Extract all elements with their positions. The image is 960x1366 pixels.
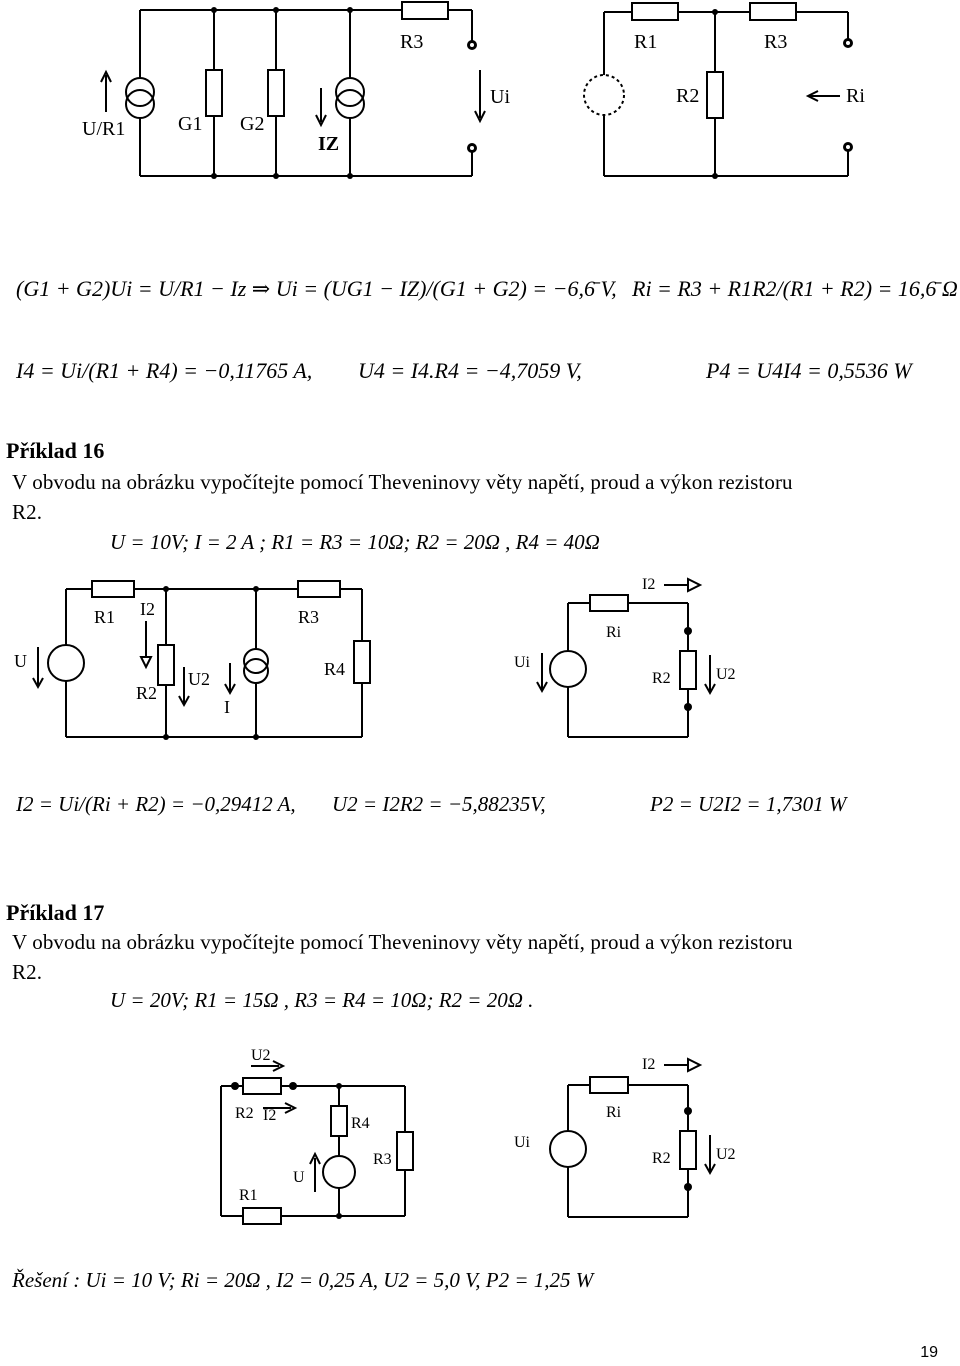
label-r3: R3 bbox=[298, 607, 320, 627]
equation-ui-ri: (G1 + G2)Ui = U/R1 − Iz ⇒ Ui = (UG1 − IZ)/(G1 + G2) = −6,6̄ V, bbox=[16, 276, 617, 301]
label-r2: R2 bbox=[652, 670, 671, 687]
label-u2: U2 bbox=[716, 666, 736, 683]
circuit-top-left bbox=[70, 0, 530, 190]
label-ri: Ri bbox=[846, 85, 865, 107]
example16-result-power: P2 = U2I2 = 1,7301 W bbox=[650, 792, 847, 816]
label-r2: R2 bbox=[652, 1150, 671, 1167]
equation-i4: I4 = Ui/(R1 + R4) = −0,11765 A, bbox=[16, 358, 313, 383]
label-r3: R3 bbox=[373, 1151, 392, 1168]
example17-circuit bbox=[205, 1040, 425, 1230]
example16-task-line1: V obvodu na obrázku vypočítejte pomocí Theveninovy věty napětí, proud a výkon rezistoru bbox=[12, 470, 793, 494]
label-ui: Ui bbox=[490, 86, 510, 108]
label-r4: R4 bbox=[351, 1115, 370, 1132]
example17-task-line1: V obvodu na obrázku vypočítejte pomocí Theveninovy věty napětí, proud a výkon rezistoru bbox=[12, 930, 793, 954]
label-source-current: U/R1 bbox=[82, 118, 126, 140]
label-u2: U2 bbox=[251, 1047, 271, 1064]
example16-circuit bbox=[10, 575, 390, 755]
label-i2: I2 bbox=[642, 576, 656, 593]
label-r2: R2 bbox=[136, 683, 158, 703]
example17-solution: Řešení : Ui = 10 V; Ri = 20Ω , I2 = 0,25 A, U2 = 5,0 V, P2 = 1,25 W bbox=[12, 1268, 594, 1292]
example17-task-line2: R2. bbox=[12, 960, 43, 984]
label-g2: G2 bbox=[240, 113, 265, 135]
label-u2: U2 bbox=[188, 669, 210, 689]
label-i: I bbox=[224, 697, 230, 717]
label-ui: Ui bbox=[514, 654, 530, 671]
equation-u4: U4 = I4.R4 = −4,7059 V, bbox=[358, 358, 582, 383]
equation-p4: P4 = U4I4 = 0,5536 W bbox=[706, 358, 912, 383]
label-g1: G1 bbox=[178, 113, 203, 135]
label-r4: R4 bbox=[324, 659, 346, 679]
equation-ri: Ri = R3 + R1R2/(R1 + R2) = 16,6̄ Ω bbox=[632, 276, 958, 301]
label-r3: R3 bbox=[400, 31, 424, 53]
label-u: U bbox=[293, 1169, 305, 1186]
label-u2: U2 bbox=[716, 1146, 736, 1163]
example16-given: U = 10V; I = 2 A ; R1 = R3 = 10Ω; R2 = 20Ω , R4 = 40Ω bbox=[110, 530, 600, 554]
label-r1: R1 bbox=[94, 607, 116, 627]
label-i2: I2 bbox=[140, 599, 155, 619]
example16-task-line2: R2. bbox=[12, 500, 43, 524]
label-u: U bbox=[14, 651, 27, 671]
example17-heading: Příklad 17 bbox=[6, 900, 105, 925]
label-r2: R2 bbox=[235, 1105, 254, 1122]
example17-given: U = 20V; R1 = 15Ω , R3 = R4 = 10Ω; R2 = 20Ω . bbox=[110, 988, 534, 1012]
page-number: 19 bbox=[920, 1344, 938, 1361]
example16-result-current: I2 = Ui/(Ri + R2) = −0,29412 A, bbox=[16, 792, 296, 816]
circuit-top-right bbox=[570, 0, 870, 190]
example16-result-voltage: U2 = I2R2 = −5,88235V, bbox=[332, 792, 546, 816]
label-r2: R2 bbox=[676, 85, 700, 107]
label-r3: R3 bbox=[764, 31, 788, 53]
label-ri: Ri bbox=[606, 624, 622, 641]
label-i2: I2 bbox=[263, 1107, 277, 1124]
label-r1: R1 bbox=[634, 31, 658, 53]
label-ui: Ui bbox=[514, 1134, 530, 1151]
label-iz: IZ bbox=[318, 133, 340, 155]
label-ri: Ri bbox=[606, 1104, 622, 1121]
label-r1: R1 bbox=[239, 1187, 258, 1204]
label-i2: I2 bbox=[642, 1056, 656, 1073]
example16-heading: Příklad 16 bbox=[6, 438, 105, 463]
example16-thevenin-circuit bbox=[510, 565, 750, 745]
example17-thevenin-circuit bbox=[510, 1045, 750, 1225]
